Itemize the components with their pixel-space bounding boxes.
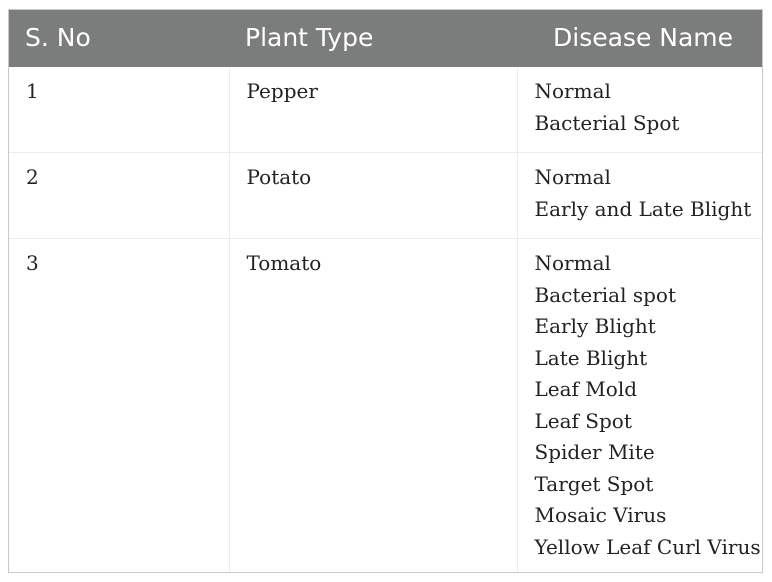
- disease-list: [535, 248, 763, 563]
- cell-sno: [9, 239, 229, 574]
- cell-diseases: [517, 67, 762, 153]
- disease-list: [535, 76, 763, 139]
- sno-text: 2: [26, 165, 39, 189]
- plant-text: Potato: [246, 165, 312, 189]
- disease-item: Early and Late Blight: [534, 196, 752, 221]
- disease-item: Bacterial spot: [534, 282, 676, 307]
- header-disease-name: Disease Name: [553, 23, 734, 52]
- disease-item: Yellow Leaf Curl Virus: [534, 534, 761, 559]
- sno-text: 3: [26, 251, 39, 275]
- plant-text: Pepper: [246, 79, 318, 103]
- disease-item: Target Spot: [534, 471, 654, 496]
- table-body: [9, 67, 762, 573]
- header-row: [9, 10, 762, 67]
- plant-text: Tomato: [246, 251, 322, 275]
- cell-plant: [229, 153, 517, 239]
- header-plant-type: Plant Type: [245, 23, 374, 52]
- disease-table: [9, 10, 762, 573]
- sno-text: 1: [26, 79, 39, 103]
- cell-plant: [229, 67, 517, 153]
- table-row: [9, 153, 762, 239]
- disease-list: [535, 162, 763, 225]
- disease-item: Bacterial Spot: [534, 110, 680, 135]
- disease-item: Normal: [534, 251, 611, 275]
- cell-sno: [9, 153, 229, 239]
- disease-item: Leaf Mold: [534, 377, 638, 401]
- cell-plant: [229, 239, 517, 574]
- table-header: [9, 10, 762, 67]
- disease-item: Normal: [534, 165, 611, 189]
- table-row: [9, 239, 762, 574]
- header-sno: S. No: [25, 23, 91, 52]
- table-row: [9, 67, 762, 153]
- cell-sno: [9, 67, 229, 153]
- cell-diseases: [517, 239, 762, 574]
- disease-item: Normal: [534, 79, 611, 103]
- disease-item: Early Blight: [534, 314, 656, 338]
- disease-item: Leaf Spot: [534, 408, 632, 433]
- cell-diseases: [517, 153, 762, 239]
- disease-item: Late Blight: [534, 345, 648, 370]
- disease-item: Mosaic Virus: [534, 503, 667, 527]
- disease-table-container: [8, 9, 763, 573]
- disease-item: Spider Mite: [534, 440, 655, 464]
